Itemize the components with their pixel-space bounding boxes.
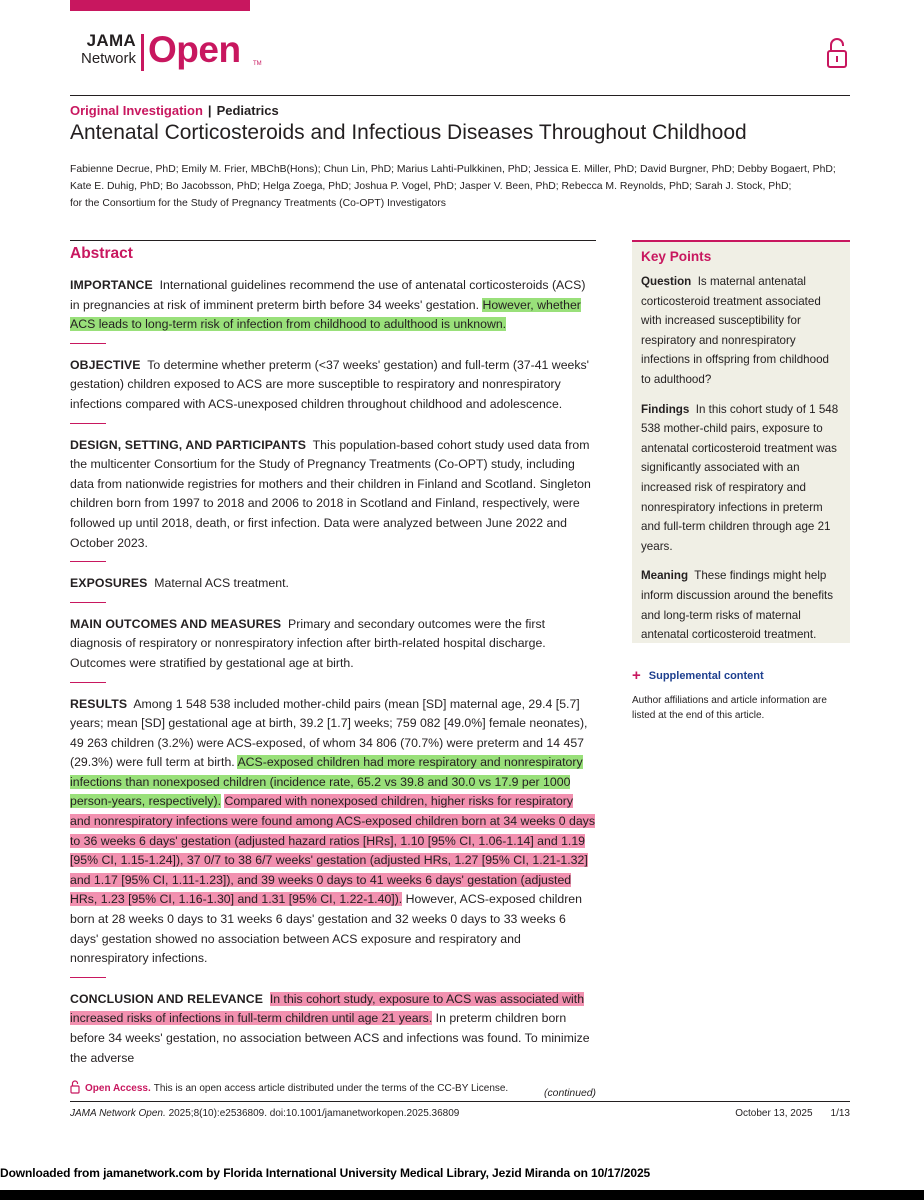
footer-right <box>735 1108 850 1119</box>
authors-line-2: Kate E. Duhig, PhD; Bo Jacobsson, PhD; Helga Zoega, PhD; Joshua P. Vogel, PhD; Jasper V. Been, PhD; Rebecca M. Reynolds, PhD; Sarah J. Stock, PhD; <box>70 181 792 192</box>
section-divider <box>70 977 106 978</box>
authors-line-3: for the Consortium for the Study of Pregnancy Treatments (Co-OPT) Investigators <box>70 198 446 209</box>
findings-label: Findings <box>641 402 690 416</box>
open-access-label: Open Access. <box>85 1083 151 1094</box>
supplemental-content-link[interactable] <box>632 666 764 683</box>
key-points-heading: Key Points <box>641 249 712 264</box>
abstract-rule <box>70 240 596 241</box>
outcomes-paragraph <box>70 615 596 674</box>
importance-highlight: However, whether ACS leads to long-term risk of infection from childhood to adulthood is unknown. <box>70 297 581 332</box>
importance-label: IMPORTANCE <box>70 278 153 292</box>
article-category[interactable]: Original Investigation <box>70 103 203 118</box>
open-access-text: This is an open access article distributed under the terms of the CC-BY License. <box>153 1083 509 1094</box>
design-paragraph <box>70 436 596 554</box>
key-points-box <box>632 240 850 643</box>
logo-trademark: TM <box>253 61 262 67</box>
results-text-1: Among 1 548 538 included mother-child pairs (mean [SD] maternal age, 29.4 [5.7] years; mean [SD] gestational age at birth, 39.2 [1.7] weeks; 759 082 [49.0%] female neonates), 49 263 children (3.2%) were ACS-exposed, of whom 34 806 (70.7%) were preterm and 14 457 (29.3%) were full term at birth. <box>70 696 588 770</box>
article-subject[interactable]: Pediatrics <box>216 103 279 118</box>
results-label: RESULTS <box>70 696 128 711</box>
header-rule <box>70 95 850 96</box>
logo-divider <box>141 34 144 71</box>
citation-line <box>70 1108 459 1119</box>
design-text: This population-based cohort study used data from the multicenter Consortium for the Study of Pregnancy Treatments (Co-OPT) study, including data from nationwide registries for mothers and their children in Finland and Scotland. Singleton children born from 1997 to 2018 and 2006 to 2018 in Scotland and Finland, respectively, were followed up until 2018, death, or first infection. Data were analyzed between June 2022 and October 2023. <box>70 437 591 550</box>
logo-jama-text: JAMA <box>86 31 136 50</box>
objective-paragraph <box>70 356 596 415</box>
outcomes-label: MAIN OUTCOMES AND MEASURES <box>70 616 282 631</box>
publication-date: October 13, 2025 <box>735 1108 813 1119</box>
meaning-label: Meaning <box>641 569 689 583</box>
question-label: Question <box>641 275 692 288</box>
key-points-meaning <box>641 566 841 644</box>
journal-name: JAMA Network Open. <box>70 1108 166 1119</box>
open-lock-icon <box>826 37 848 69</box>
exposures-label: EXPOSURES <box>70 576 148 591</box>
page-number: 1/13 <box>830 1108 850 1119</box>
findings-text: In this cohort study of 1 548 538 mother-child pairs, exposure to antenatal corticosteroid treatment was significantly associated with an increased risk of respiratory and nonrespiratory infections in preterm and full-term children through age 21 years. <box>641 402 839 553</box>
supplemental-label: Supplemental content <box>648 670 764 682</box>
bottom-bar <box>0 1190 924 1200</box>
open-access-lock-icon <box>70 1080 80 1094</box>
plus-icon: + <box>632 667 641 684</box>
logo-network-text: Network <box>80 50 136 67</box>
abstract-heading: Abstract <box>70 245 133 262</box>
key-points-findings <box>641 400 841 557</box>
question-text: Is maternal antenatal corticosteroid treatment associated with increased susceptibility for respiratory and nonrespiratory infections in offspring from childhood to adulthood? <box>641 275 829 386</box>
conclusion-paragraph <box>70 990 596 1068</box>
continued-note: (continued) <box>544 1088 596 1100</box>
article-title: Antenatal Corticosteroids and Infectious Diseases Throughout Childhood <box>70 121 747 144</box>
kicker-separator: | <box>207 103 212 118</box>
footer-rule <box>70 1101 850 1102</box>
results-paragraph <box>70 695 596 969</box>
importance-text: International guidelines recommend the use of antenatal corticosteroids (ACS) in pregnancies at risk of imminent preterm birth before 34 weeks' gestation. <box>70 278 586 312</box>
results-highlight-green: ACS-exposed children had more respiratory and nonrespiratory infections than nonexposed children (incidence rate, 65.2 vs 39.8 and 30.0 vs 17.9 per 1000 person-years, respectively). <box>70 755 583 809</box>
conclusion-text: In preterm children born before 34 weeks' gestation, no association between ACS and infections was found. To minimize the adverse <box>70 1011 590 1065</box>
objective-label: OBJECTIVE <box>70 357 141 372</box>
download-notice: Downloaded from jamanetwork.com by Florida International University Medical Library, Jezid Miranda on 10/17/2025 <box>0 1166 651 1180</box>
design-label: DESIGN, SETTING, AND PARTICIPANTS <box>70 437 307 452</box>
authors-line-1: Fabienne Decrue, PhD; Emily M. Frier, MBChB(Hons); Chun Lin, PhD; Marius Lahti-Pulkkinen, PhD; Jessica E. Miller, PhD; David Burgner, PhD; Debby Bogaert, PhD; <box>70 164 836 175</box>
section-divider <box>70 602 106 603</box>
citation-text: 2025;8(10):e2536809. doi:10.1001/jamanetworkopen.2025.36809 <box>168 1108 460 1119</box>
logo-open-text: Open <box>148 29 241 70</box>
results-highlight-pink: Compared with nonexposed children, higher risks for respiratory and nonrespiratory infections were found among ACS-exposed children born at 34 weeks 0 days to 36 weeks 6 days' gestation (adjusted hazard ratios [HRs], 1.10 [95% CI, 1.06-1.14] and 1.19 [95% CI, 1.15-1.24]), 37 0/7 to 38 6/7 weeks' gestation (adjusted HRs, 1.27 [95% CI, 1.21-1.32] and 1.17 [95% CI, 1.11-1.23]), and 39 weeks 0 days to 41 weeks 6 days' gestation (adjusted HRs, 1.23 [95% CI, 1.16-1.30] and 1.31 [95% CI, 1.22-1.40]). <box>70 794 595 907</box>
exposures-text: Maternal ACS treatment. <box>154 576 289 591</box>
article-kicker <box>70 103 279 118</box>
objective-text: To determine whether preterm (<37 weeks' gestation) and full-term (37-41 weeks' gestation) children exposed to ACS are more susceptible to respiratory and nonrespiratory infections compared with ACS-unexposed children throughout childhood and adolescence. <box>70 357 590 411</box>
abstract-section <box>70 240 596 1099</box>
results-text-2: However, ACS-exposed children born at 28 weeks 0 days to 31 weeks 6 days' gestation and 32 weeks 0 days to 33 weeks 6 days' gestation showed no association between ACS exposure and respiratory and nonrespiratory infections. <box>70 892 582 966</box>
section-divider <box>70 561 106 562</box>
section-divider <box>70 343 106 344</box>
author-list <box>70 161 850 212</box>
affiliations-note: Author affiliations and article information are listed at the end of this article. <box>632 695 827 721</box>
exposures-paragraph <box>70 574 596 594</box>
top-accent-bar <box>70 0 250 11</box>
section-divider <box>70 682 106 683</box>
key-points-question <box>641 272 841 390</box>
conclusion-label: CONCLUSION AND RELEVANCE <box>70 991 264 1006</box>
outcomes-text: Primary and secondary outcomes were the first diagnosis of respiratory or nonrespiratory infection after birth-related hospital discharge. Outcomes were stratified by gestational age at birth. <box>70 616 546 670</box>
meaning-text: These findings might help inform discussion around the benefits and long-term risks of maternal antenatal corticosteroid treatment. <box>641 569 834 642</box>
open-access-notice <box>70 1080 508 1094</box>
section-divider <box>70 423 106 424</box>
conclusion-highlight: In this cohort study, exposure to ACS was associated with increased risks of infections in full-term children until age 21 years. <box>70 991 585 1026</box>
importance-paragraph <box>70 276 596 335</box>
